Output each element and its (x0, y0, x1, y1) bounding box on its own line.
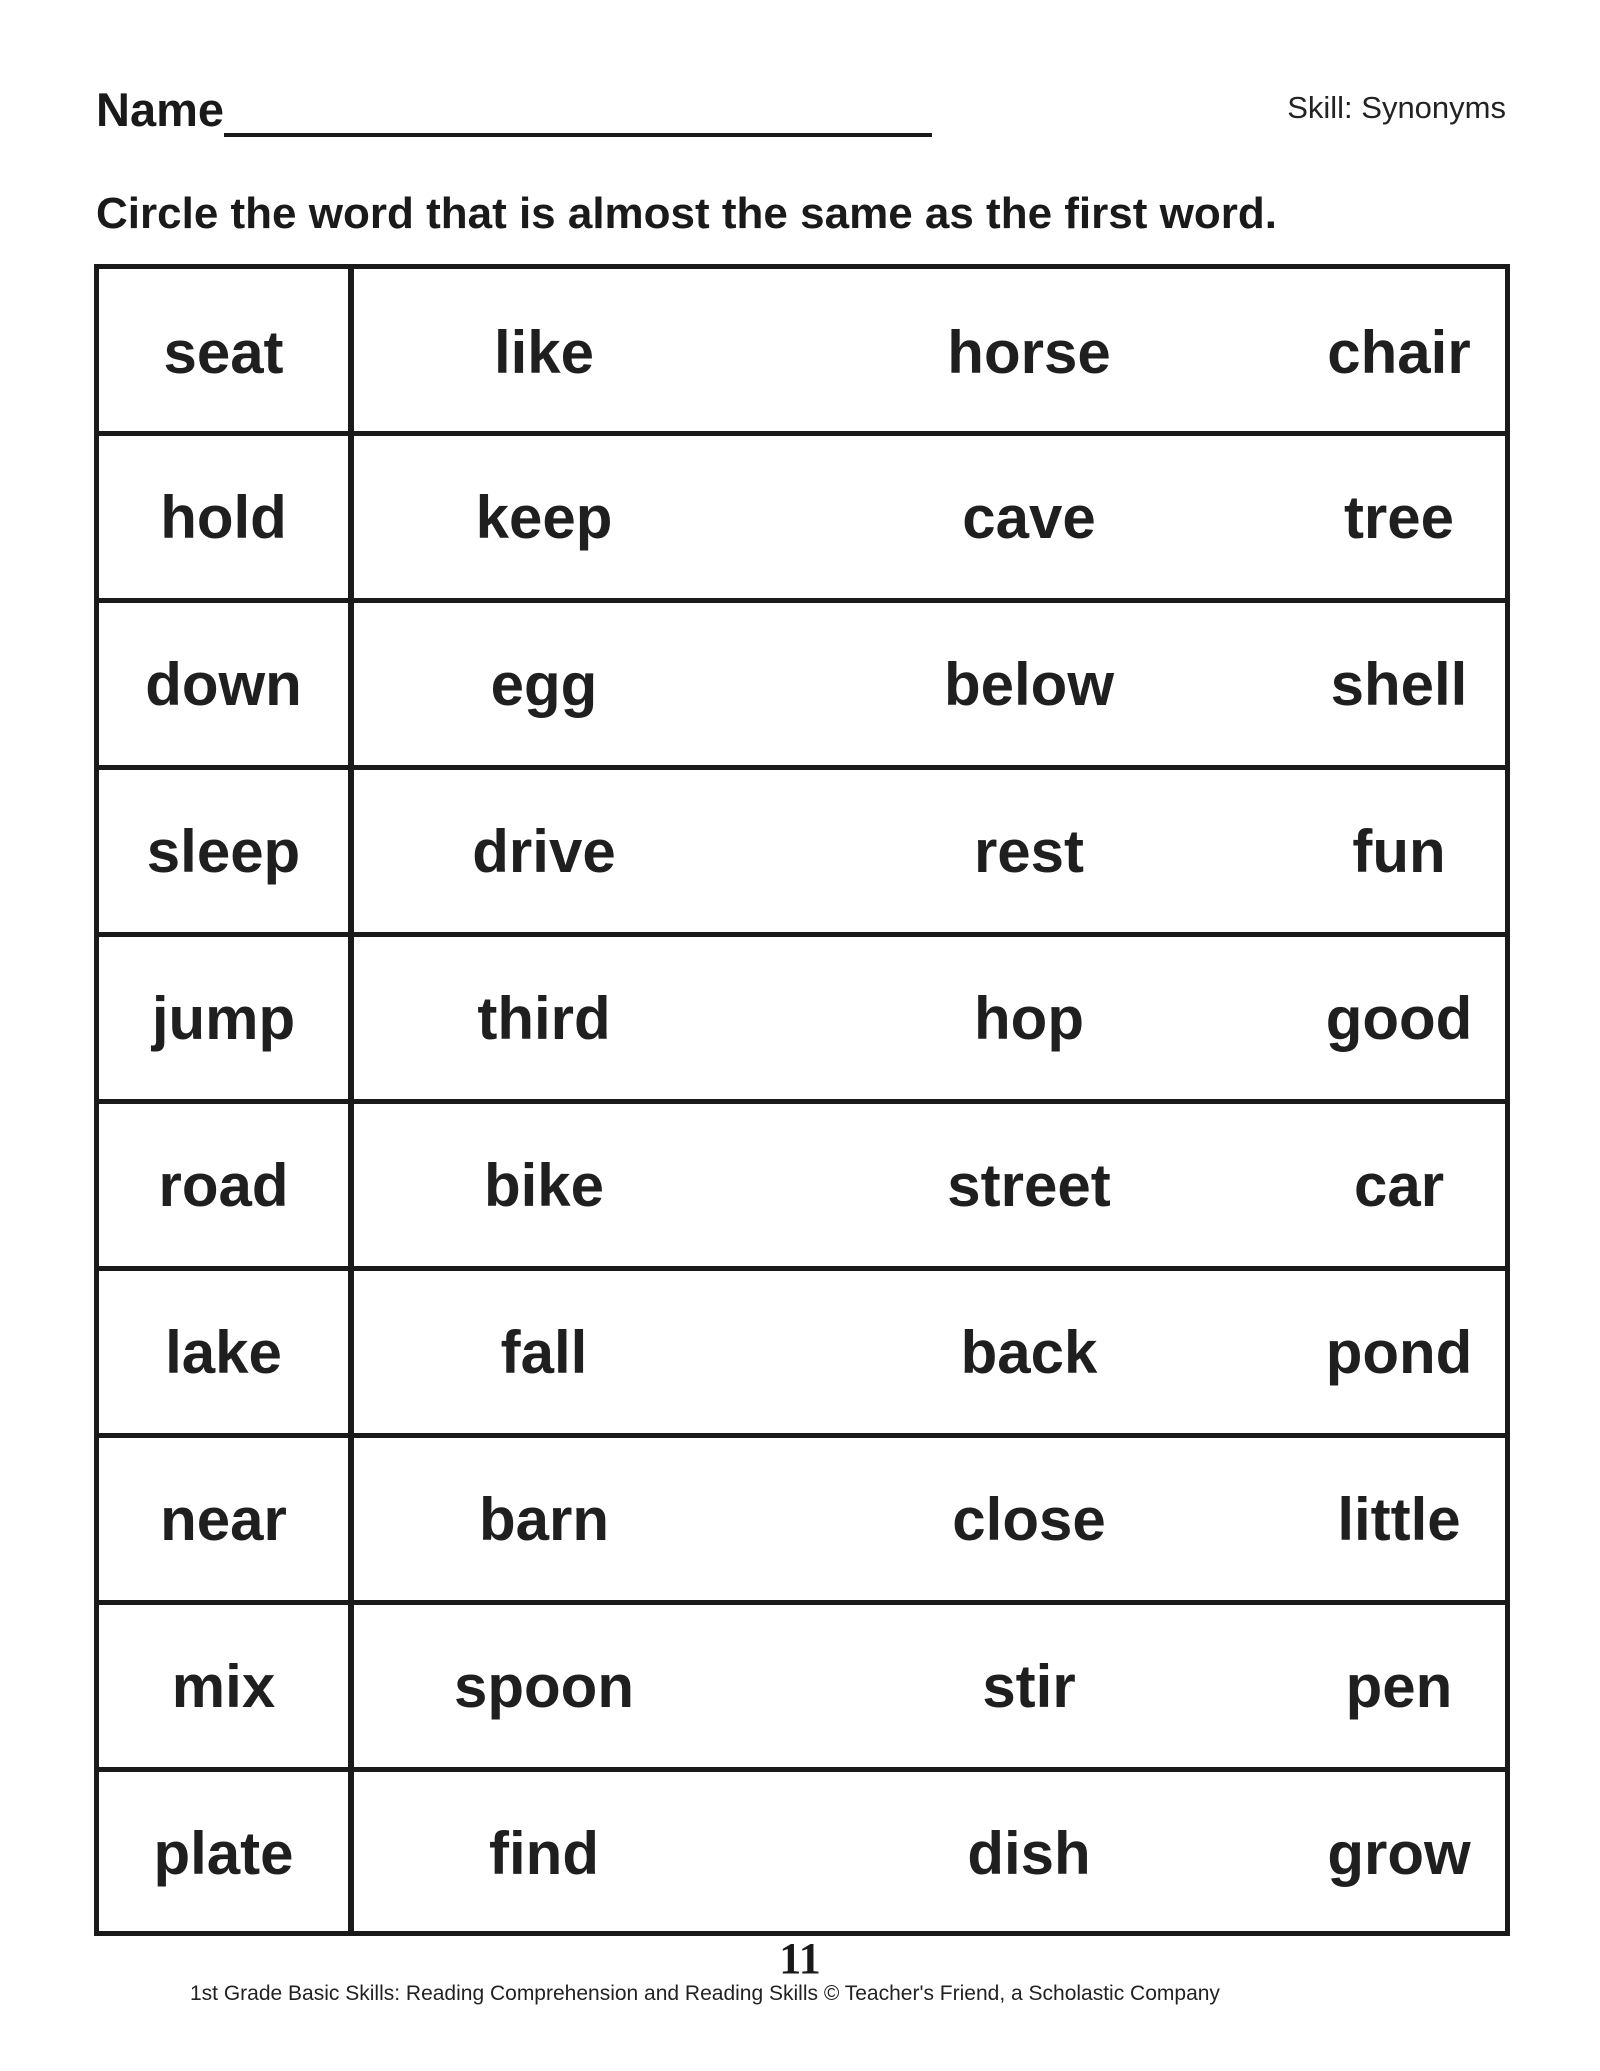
choice-word[interactable]: barn (478, 1485, 610, 1553)
choice-word[interactable]: close (952, 1485, 1106, 1553)
table-row (99, 765, 1505, 932)
target-word: road (158, 1151, 289, 1219)
target-word: near (160, 1485, 287, 1553)
choice-word[interactable]: back (960, 1318, 1098, 1386)
choice-word[interactable]: egg (490, 650, 598, 718)
target-word: lake (165, 1318, 282, 1386)
table-row (99, 1600, 1505, 1767)
target-word: down (145, 650, 302, 718)
choice-word[interactable]: drive (472, 817, 616, 885)
choice-word[interactable]: little (1337, 1485, 1461, 1553)
choice-word[interactable]: pen (1345, 1652, 1453, 1720)
table-row (99, 932, 1505, 1099)
target-word: seat (163, 319, 284, 386)
choice-word[interactable]: grow (1327, 1819, 1471, 1887)
instructions: Circle the word that is almost the same as the first word. (96, 189, 1277, 238)
choice-word[interactable]: pond (1325, 1318, 1473, 1386)
name-label: Name (96, 83, 225, 136)
table-row (99, 1767, 1505, 1934)
choice-word[interactable]: chair (1327, 319, 1471, 386)
choice-word[interactable]: third (477, 984, 611, 1052)
choice-word[interactable]: spoon (454, 1652, 634, 1720)
choice-word[interactable]: car (1353, 1151, 1445, 1219)
choice-word[interactable]: below (943, 650, 1114, 718)
choice-word[interactable]: tree (1343, 483, 1455, 551)
table-row (99, 1433, 1505, 1600)
skill-label: Skill: Synonyms (1287, 90, 1506, 125)
choice-word[interactable]: bike (483, 1151, 605, 1219)
page-number: 11 (779, 1934, 821, 1983)
choice-word[interactable]: good (1325, 984, 1473, 1052)
target-word: plate (153, 1819, 294, 1887)
choice-word[interactable]: stir (982, 1652, 1076, 1720)
choice-word[interactable]: horse (947, 319, 1111, 386)
target-word: mix (171, 1652, 276, 1720)
choice-word[interactable]: hop (974, 984, 1084, 1052)
choice-word[interactable]: like (493, 319, 595, 386)
target-word: hold (160, 483, 287, 551)
choice-word[interactable]: dish (967, 1819, 1091, 1887)
choice-word[interactable]: street (947, 1151, 1111, 1219)
choice-word[interactable]: find (489, 1819, 599, 1887)
synonym-table (94, 264, 1510, 1936)
name-line (224, 133, 932, 137)
choice-word[interactable]: fun (1352, 817, 1446, 885)
choice-word[interactable]: rest (973, 817, 1085, 885)
choice-word[interactable]: keep (475, 483, 613, 551)
table-row (99, 598, 1505, 765)
choice-word[interactable]: fall (500, 1318, 588, 1386)
table-row (99, 1099, 1505, 1266)
target-word: jump (151, 984, 296, 1052)
footer-credit: 1st Grade Basic Skills: Reading Comprehension and Reading Skills © Teacher's Friend, a Scholastic Company (190, 1982, 1220, 2005)
target-word: sleep (146, 817, 301, 885)
table-row (99, 431, 1505, 598)
table-row (99, 1266, 1505, 1433)
table-row (99, 269, 1505, 436)
choice-word[interactable]: shell (1330, 650, 1468, 718)
choice-word[interactable]: cave (962, 483, 1096, 551)
